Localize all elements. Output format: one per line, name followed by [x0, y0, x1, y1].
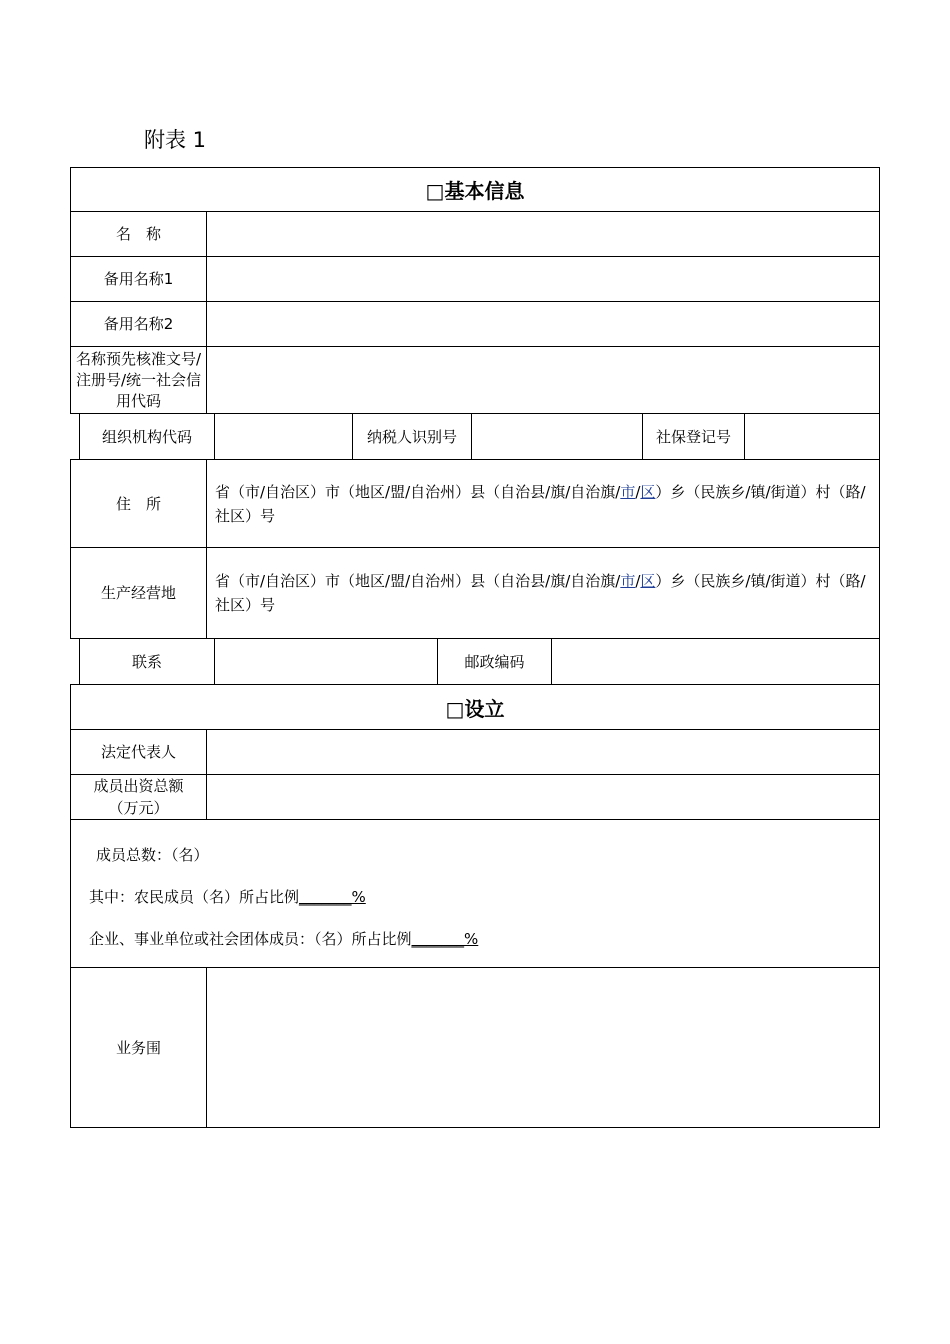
members-farmers-text: 其中：农民成员（名）所占比例	[89, 888, 300, 906]
business-scope-label: 业务围	[115, 1038, 161, 1057]
legal-rep-label: 法定代表人	[100, 743, 176, 761]
business-separator: /	[635, 572, 641, 590]
approval-no-field[interactable]	[206, 347, 879, 413]
taxpayer-id-label: 纳税人识别号	[352, 414, 471, 459]
investment-row	[70, 775, 880, 820]
org-code-label: 组织机构代码	[79, 414, 214, 459]
members-farmers-ratio[interactable]: _______%	[299, 888, 366, 906]
business-scope-field[interactable]	[206, 968, 879, 1127]
members-enterprises	[89, 928, 861, 950]
name-row	[70, 212, 880, 257]
investment-label: 成员出资总额（万元）	[93, 777, 184, 817]
legal-rep-field[interactable]	[206, 730, 879, 774]
residence-address-part2: ）乡（民族乡/镇/街道）村（路/社区）号	[215, 482, 866, 525]
members-farmers	[89, 886, 861, 908]
social-security-field[interactable]	[744, 414, 879, 459]
members-block	[71, 820, 879, 967]
residence-separator: /	[635, 482, 641, 501]
section-setup-title: □设立	[445, 696, 505, 721]
registration-form	[70, 167, 880, 1128]
contact-row	[70, 639, 880, 685]
residence-address-part1: 省（市/自治区）市（地区/盟/自治州）县（自治县/旗/自治旗/	[215, 482, 621, 501]
alt-name1-field[interactable]	[206, 257, 879, 301]
members-enterprises-text: 企业、事业单位或社会团体成员：（名）所占比例	[89, 930, 412, 948]
section-basic-title: □基本信息	[425, 179, 525, 203]
postal-code-label: 邮政编码	[437, 639, 551, 684]
section-basic-row	[70, 167, 880, 212]
business-place-row	[70, 548, 880, 639]
alt-name1-row	[70, 257, 880, 302]
section-setup-row	[70, 685, 880, 730]
business-place-address[interactable]	[206, 548, 879, 638]
alt-name2-label: 备用名称2	[103, 315, 174, 333]
alt-name2-row	[70, 302, 880, 347]
contact-label: 联系	[79, 639, 214, 684]
postal-code-field[interactable]	[551, 639, 879, 684]
alt-name1-label: 备用名称1	[103, 270, 174, 288]
approval-no-label: 名称预先核准文号/注册号/统一社会信用代码	[75, 349, 202, 410]
business-city-link[interactable]: 市	[620, 572, 636, 590]
residence-row	[70, 460, 880, 548]
residence-address[interactable]	[206, 460, 879, 547]
social-security-label: 社保登记号	[642, 414, 744, 459]
approval-no-row	[70, 347, 880, 414]
business-place-label: 生产经营地	[100, 584, 176, 602]
residence-city-link[interactable]: 市	[620, 482, 636, 501]
codes-row	[70, 414, 880, 460]
name-label: 名 称	[115, 225, 161, 243]
taxpayer-id-field[interactable]	[471, 414, 642, 459]
legal-rep-row	[70, 730, 880, 775]
contact-field[interactable]	[214, 639, 437, 684]
members-total: 成员总数：（名）	[96, 846, 209, 864]
residence-district-link[interactable]: 区	[640, 482, 656, 501]
business-address-part2: ）乡（民族乡/镇/街道）村（路/社区）号	[215, 572, 866, 614]
members-row	[70, 820, 880, 968]
business-address-part1: 省（市/自治区）市（地区/盟/自治州）县（自治县/旗/自治旗/	[215, 572, 621, 590]
alt-name2-field[interactable]	[206, 302, 879, 346]
org-code-field[interactable]	[214, 414, 352, 459]
name-field[interactable]	[206, 212, 879, 256]
investment-field[interactable]	[206, 775, 879, 819]
business-scope-row	[70, 968, 880, 1128]
page-title: 附表 1	[144, 128, 207, 152]
business-district-link[interactable]: 区	[640, 572, 656, 590]
residence-label: 住 所	[115, 494, 161, 513]
members-enterprises-ratio[interactable]: _______%	[411, 930, 479, 948]
